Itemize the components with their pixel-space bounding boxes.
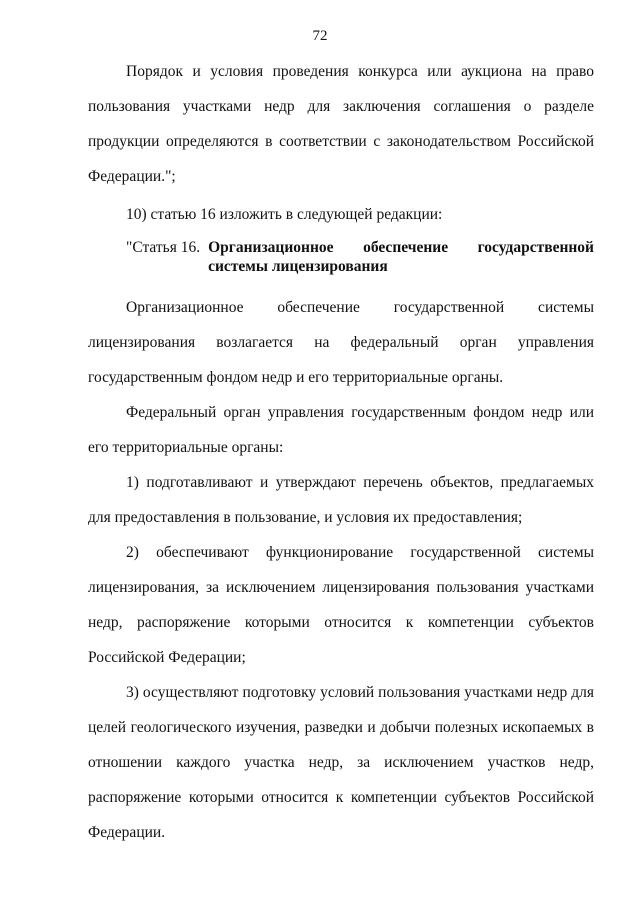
list-item-2: 2) обеспечивают функционирование государственной системы лицензирования, за исключением лицензирования пользования участками недр, распоряжение которыми относится к компетенции субъектов Российской Федерации; — [88, 544, 594, 666]
paragraph-amend-article-16: 10) статью 16 изложить в следующей редакции: — [126, 206, 443, 223]
paragraph-organizational-support: Организационное обеспечение государственной системы лицензирования возлагается на федеральный орган управления государственным фондом недр и его территориальные органы. — [88, 299, 594, 386]
article-title: Организационное обеспечение государственной системы лицензирования — [208, 239, 594, 275]
list-item-3: 3) осуществляют подготовку условий пользования участками недр для целей геологического изучения, разведки и добычи полезных ископаемых в отношении каждого участка недр, за исключением участков недр, распоряжение которыми относится к компетенции субъектов Российской Федерации. — [88, 684, 594, 841]
article-heading — [88, 238, 594, 276]
paragraph-auction-procedure: Порядок и условия проведения конкурса или аукциона на право пользования участками недр для заключения соглашения о разделе продукции определяются в соответствии с законодательством Российской Федерации."; — [88, 63, 594, 185]
paragraph-federal-body: Федеральный орган управления государственным фондом недр или его территориальные органы: — [88, 404, 594, 456]
list-item-1: 1) подготавливают и утверждают перечень объектов, предлагаемых для предоставления в пользование, и условия их предоставления; — [88, 474, 594, 526]
document-body — [88, 54, 594, 850]
article-number: "Статья 16. — [126, 239, 201, 256]
page-number: 72 — [312, 28, 328, 44]
